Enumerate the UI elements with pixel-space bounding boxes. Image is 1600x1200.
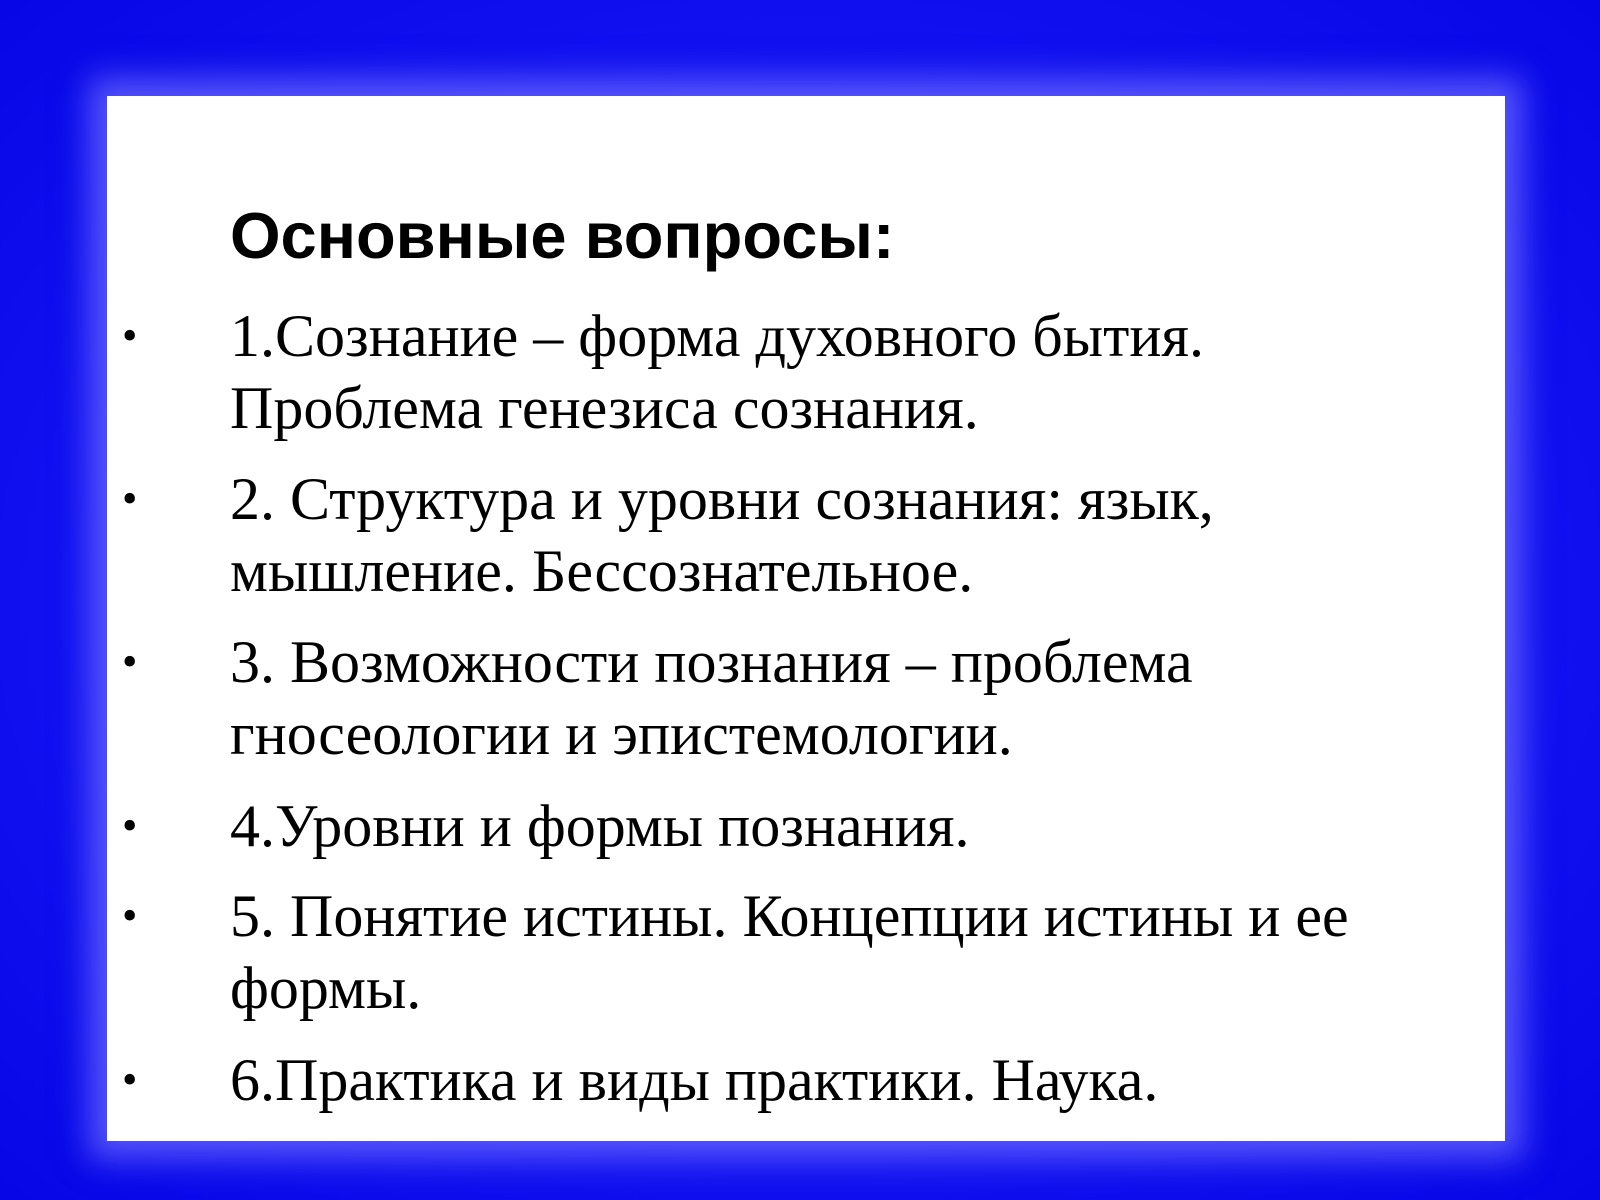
list-item-line: 6.Практика и виды практики. Наука. <box>230 1047 1159 1113</box>
list-item-line: 3. Возможности познания – проблема <box>230 629 1193 695</box>
list-item-line: Проблема генезиса сознания. <box>230 375 979 441</box>
list-item-line: 1.Сознание – форма духовного бытия. <box>230 303 1205 369</box>
bullet-icon: • <box>122 801 138 850</box>
list-item-line: формы. <box>230 955 422 1021</box>
list-item-line: 5. Понятие истины. Концепции истины и ее <box>230 883 1349 949</box>
list-item-line: 2. Структура и уровни сознания: язык, <box>230 466 1214 532</box>
bullet-icon: • <box>122 1055 138 1104</box>
list-item-line: мышление. Бессознательное. <box>230 538 974 604</box>
bullet-icon: • <box>122 474 138 523</box>
bullet-icon: • <box>122 311 138 360</box>
bullet-icon: • <box>122 637 138 686</box>
list-item-line: 4.Уровни и формы познания. <box>230 793 970 859</box>
slide-title: Основные вопросы: <box>230 199 895 272</box>
list-item-line: гносеологии и эпистемологии. <box>230 701 1013 767</box>
bullet-icon: • <box>122 891 138 940</box>
